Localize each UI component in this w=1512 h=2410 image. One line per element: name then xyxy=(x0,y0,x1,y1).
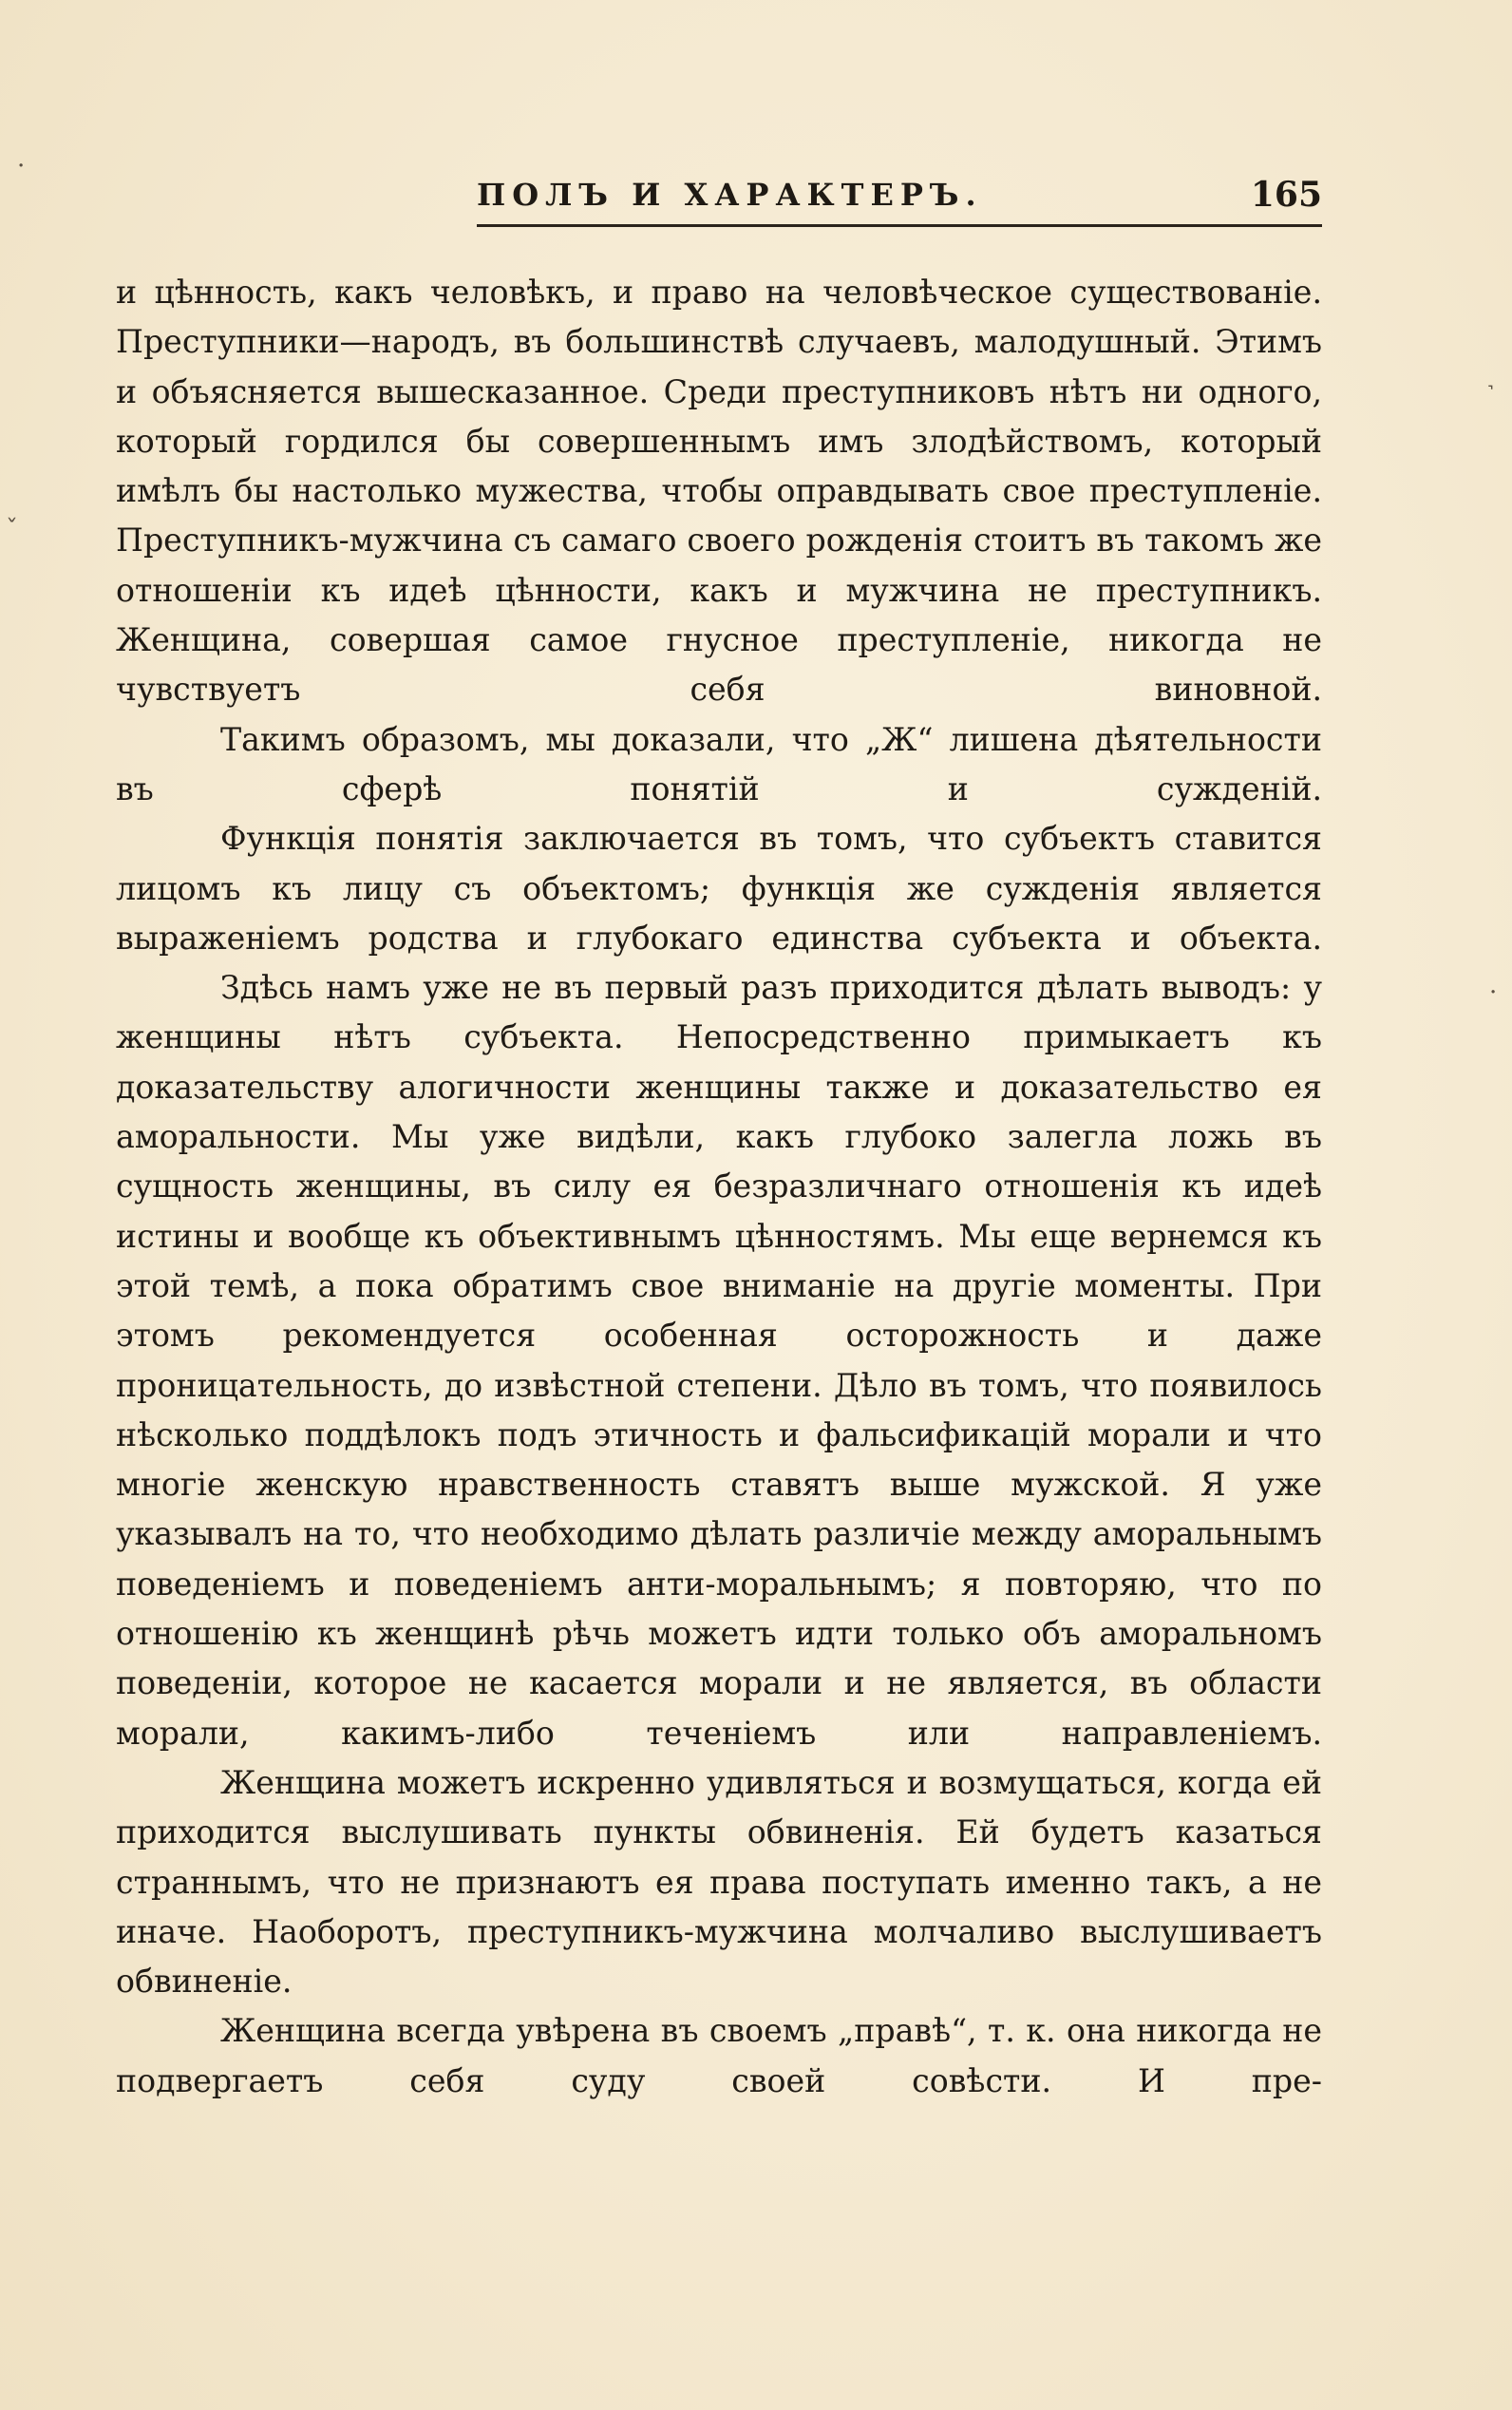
page-number: 165 xyxy=(1250,175,1322,215)
header-rule xyxy=(477,224,1322,227)
body-text xyxy=(116,268,1322,2106)
paragraph: и цѣнность, какъ человѣкъ, и право на человѣческое существованіе. Преступники—народъ, въ большинствѣ случаевъ, малодушный. Этимъ и объясняется вышесказанное. Среди преступниковъ нѣтъ ни одного, который гордился бы совершеннымъ имъ злодѣйствомъ, который имѣлъ бы настолько мужества, чтобы оправдывать свое преступленіе. Преступникъ-мужчина съ самаго своего рожденія стоитъ въ такомъ же отношеніи къ идеѣ цѣнности, какъ и мужчина не преступникъ. Женщина, совершая самое гнусное преступленіе, никогда не чувствуетъ себя виновной. xyxy=(116,274,1322,709)
margin-speck: · xyxy=(1489,978,1498,1007)
paragraph: Здѣсь намъ уже не въ первый разъ приходится дѣлать выводъ: у женщины нѣтъ субъекта. Непосредственно примыкаетъ къ доказательству алогичности женщины также и доказательство ея аморальности. Мы уже видѣли, какъ глубоко залегла ложь въ сущность женщины, въ силу ея безразличнаго отношенія къ идеѣ истины и вообще къ объективнымъ цѣнностямъ. Мы еще вернемся къ этой темѣ, а пока обратимъ свое вниманіе на другіе моменты. При этомъ рекомендуется особенная осторожность и даже проницательность, до извѣстной степени. Дѣло въ томъ, что появилось нѣсколько поддѣлокъ подъ этичность и фальсификацій морали и что многіе женскую нравственность ставятъ выше мужской. Я уже указывалъ на то, что необходимо дѣлать различіе между аморальнымъ поведеніемъ и поведеніемъ анти-моральнымъ; я повторяю, что по отношенію къ женщинѣ рѣчь можетъ идти только объ аморальномъ поведеніи, которое не касается морали и не является, въ области морали, какимъ-либо теченіемъ или направленіемъ. xyxy=(116,969,1322,1752)
margin-speck: ˯ xyxy=(6,494,18,522)
margin-speck: · xyxy=(17,152,26,180)
running-title: ПОЛЪ И ХАРАКТЕРЪ. xyxy=(477,177,983,213)
paragraph: Функція понятія заключается въ томъ, что субъектъ ставится лицомъ къ лицу съ объектомъ; функція же сужденія является выраженіемъ родства и глубокаго единства субъекта и объекта. xyxy=(116,820,1322,957)
paragraph: Женщина можетъ искренно удивляться и возмущаться, когда ей приходится выслушивать пункты обвиненія. Ей будетъ казаться страннымъ, что не признаютъ ея права поступать именно такъ, а не иначе. Наоборотъ, преступникъ-мужчина молчаливо выслушиваетъ обвиненіе. xyxy=(116,1763,1322,2001)
page-header xyxy=(116,171,1322,228)
paragraph: Такимъ образомъ, мы доказали, что „Ж“ лишена дѣятельности въ сферѣ понятій и сужденій. xyxy=(116,720,1322,807)
paragraph: Женщина всегда увѣрена въ своемъ „правѣ“, т. к. она никогда не подвергаетъ себя суду своей совѣсти. И пре- xyxy=(116,2012,1322,2099)
margin-speck: ˺ xyxy=(1486,380,1495,408)
